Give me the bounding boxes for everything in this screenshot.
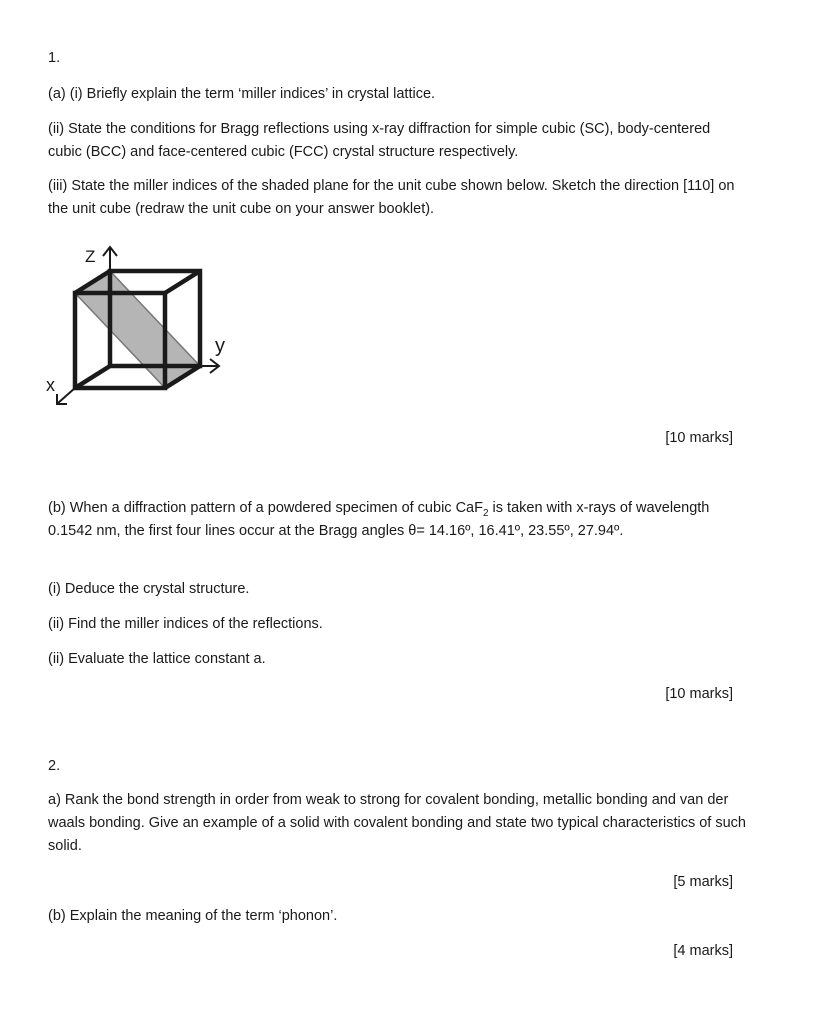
unit-cube-figure <box>40 238 230 410</box>
x-axis-label: x <box>46 375 55 395</box>
cube-edge <box>165 271 200 293</box>
q1b-intro-after-formula: is taken with x-rays of wavelength 0.1542 nm, the first four lines occur at the Bragg angles θ= 14.16º, 16.41º, 23.55º, 27.94º. <box>48 500 710 539</box>
q1b-formula-subscript: 2 <box>482 507 489 519</box>
q1b-marks: [10 marks] <box>665 686 733 702</box>
q2a-text: a) Rank the bond strength in order from weak to strong for covalent bonding, metallic bonding and van der waals bonding. Give an example of a solid with covalent bonding and state two typical characteristics of such solid. <box>48 792 746 854</box>
q1b-iii-text: (ii) Evaluate the lattice constant a. <box>48 651 266 667</box>
q1a-iii-text: (iii) State the miller indices of the shaded plane for the unit cube shown below. Sketch the direction [110] on the unit cube (redraw the unit cube on your answer booklet). <box>48 178 735 217</box>
q1b-intro-before-formula: (b) When a diffraction pattern of a powdered specimen of cubic CaF <box>48 500 483 516</box>
y-axis-label: y <box>215 335 225 357</box>
cube-edge <box>75 366 110 388</box>
x-axis <box>58 388 75 403</box>
shaded-plane <box>75 271 200 388</box>
q1b-i-text: (i) Deduce the crystal structure. <box>48 581 250 597</box>
q1a-i-text: (a) (i) Briefly explain the term ‘miller indices’ in crystal lattice. <box>48 86 436 102</box>
z-axis-label: Z <box>85 247 96 266</box>
q2b-text: (b) Explain the meaning of the term ‘phonon’. <box>48 908 338 924</box>
q1a-marks: [10 marks] <box>665 430 733 446</box>
q1b-intro-text <box>48 497 748 543</box>
question-2-number: 2. <box>48 758 61 774</box>
q2b-marks: [4 marks] <box>673 943 733 959</box>
q2a-marks: [5 marks] <box>673 874 733 890</box>
q1b-ii-text: (ii) Find the miller indices of the reflections. <box>48 616 323 632</box>
question-1-number: 1. <box>48 50 61 66</box>
q1a-ii-text: (ii) State the conditions for Bragg reflections using x-ray diffraction for simple cubic (SC), body-centered cubic (BCC) and face-centered cubic (FCC) crystal structure respectively. <box>48 121 711 160</box>
